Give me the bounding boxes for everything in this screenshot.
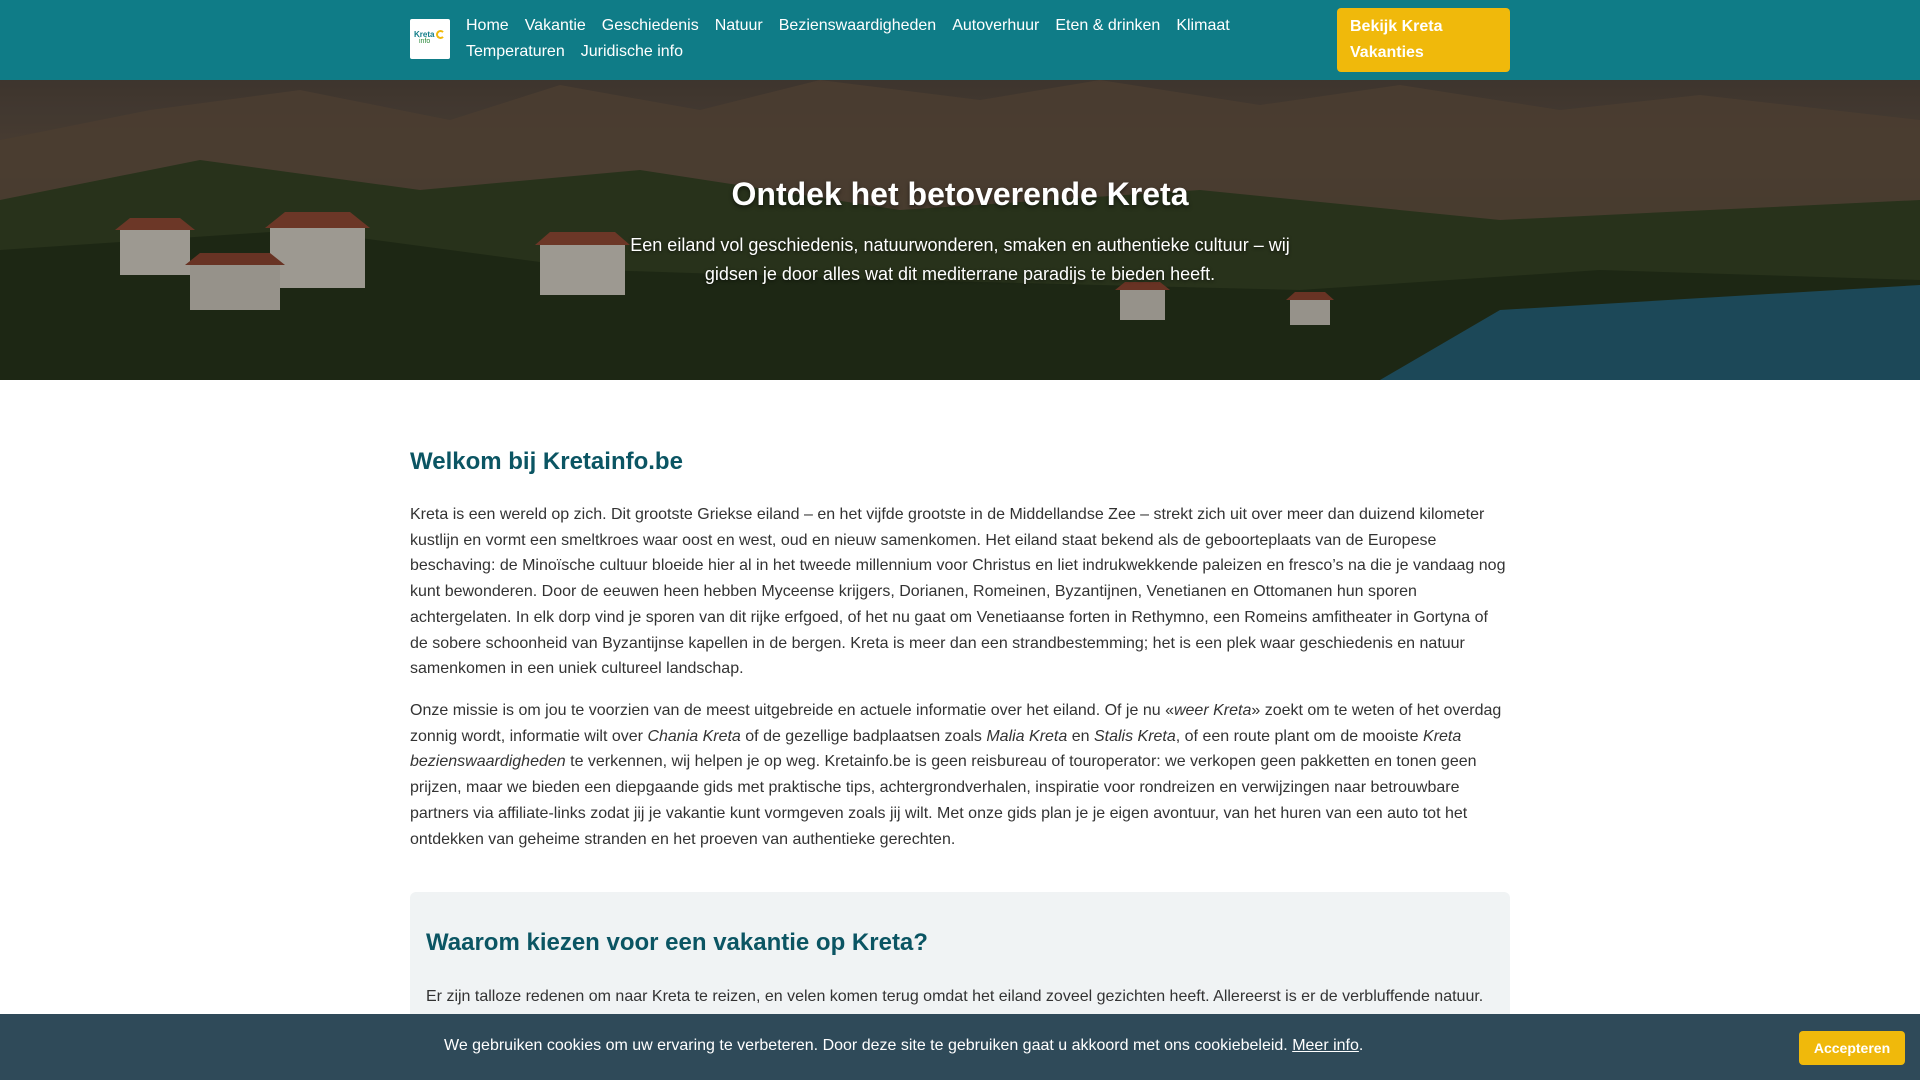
site-logo[interactable]	[410, 19, 450, 59]
mission-text-6: te verkennen, wij helpen je op weg. Kretainfo.be is geen reisbureau of touroperator: we verkopen geen pakketten en tonen geen prijzen, maar we bieden een diepgaande gids met praktische tips, achtergrondverhalen, inspiratie voor rondreizen en verwijzingen naar betrouwbare partners via affiliate-links zodat jij je vakantie kunt vormgeven zoals jij wilt. Met onze gids plan je je eigen avontuur, van het huren van een auto tot het ontdekken van geheime stranden en het proeven van authentieke gerechten.	[410, 753, 1477, 848]
mission-emphasis-3: Malia Kreta	[986, 727, 1068, 745]
welcome-heading: Welkom bij Kretainfo.be	[410, 448, 683, 475]
cookie-message	[444, 1037, 1363, 1055]
nav-item-natuur[interactable]: Natuur	[714, 17, 763, 34]
mission-text-3: of de gezellige badplaatsen zoals	[740, 727, 987, 745]
mission-paragraph	[410, 698, 1510, 852]
nav-item-eten-drinken[interactable]: Eten & drinken	[1055, 17, 1161, 34]
cookie-banner	[0, 1014, 1920, 1080]
nav-item-klimaat[interactable]: Klimaat	[1176, 17, 1230, 34]
nav-item-autoverhuur[interactable]: Autoverhuur	[952, 17, 1040, 34]
cookie-text: We gebruiken cookies om uw ervaring te verbeteren. Door deze site te gebruiken gaat u akkoord met ons cookiebeleid.	[444, 1037, 1293, 1054]
main-nav	[466, 13, 1266, 65]
nav-item-vakantie[interactable]: Vakantie	[524, 17, 586, 34]
sun-icon	[436, 30, 445, 39]
vacations-cta-button[interactable]: Bekijk Kreta Vakanties	[1337, 8, 1510, 72]
mission-emphasis-2: Chania Kreta	[647, 727, 741, 745]
mission-text-4: en	[1067, 727, 1094, 745]
cookie-text-end: .	[1358, 1037, 1364, 1054]
header-inner	[410, 0, 1510, 80]
mission-emphasis-5: Kreta bezienswaardigheden	[410, 727, 1462, 771]
logo-text-bottom: info	[419, 38, 431, 45]
nav-item-bezienswaardigheden[interactable]: Bezienswaardigheden	[778, 17, 937, 34]
hero-overlay	[0, 80, 1920, 380]
accept-cookies-button[interactable]: Accepteren	[1799, 1031, 1905, 1065]
mission-text-5: , of een route plant om de mooiste	[1175, 727, 1424, 745]
cookie-more-info-link[interactable]: Meer info	[1292, 1037, 1359, 1054]
logo-text-top: Kreta	[414, 30, 435, 39]
nav-item-geschiedenis[interactable]: Geschiedenis	[601, 17, 699, 34]
nav-item-juridische-info[interactable]: Juridische info	[580, 43, 683, 60]
why-crete-text: Er zijn talloze redenen om naar Kreta te reizen, en velen komen terug omdat het eiland zoveel gezichten heeft. Allereerst is er de verbluffende natuur.	[426, 988, 1484, 1005]
nav-item-temperaturen[interactable]: Temperaturen	[466, 43, 565, 60]
mission-emphasis-1: weer Kreta	[1173, 702, 1252, 719]
hero-banner	[0, 80, 1920, 380]
mission-text-2: » zoekt om te weten of het overdag zonnig wordt, informatie wilt over	[410, 702, 1502, 745]
hero-title: Ontdek het betoverende Kreta	[731, 176, 1189, 212]
site-header	[0, 0, 1920, 80]
hero-subtitle: Een eiland vol geschiedenis, natuurwonderen, smaken en authentieke cultuur – wij gidsen je door alles wat dit mediterrane paradijs te bieden heeft.	[630, 235, 1290, 284]
intro-paragraph: Kreta is een wereld op zich. Dit grootste Griekse eiland – en het vijfde grootste in de Middellandse Zee – strekt zich uit over meer dan duizend kilometer kustlijn en vormt een smeltkroes waar oost en west, oud en nieuw samenkomen. Het eiland staat bekend als de geboorteplaats van de Europese beschaving: de Minoïsche cultuur bloeide hier al in het tweede millennium voor Christus en liet indrukwekkende paleizen en fresco’s na die je vandaag nog kunt bewonderen. Door de eeuwen heen hebben Myceense krijgers, Dorianen, Romeinen, Byzantijnen, Venetianen en Ottomanen hun sporen achtergelaten. In elk dorp vind je sporen van dit rijke erfgoed, of het nu gaat om Venetiaanse forten in Rethymno, een Romeins amfitheater in Gortyna of de sobere schoonheid van Byzantijnse kapellen in de bergen. Kreta is meer dan een strandbestemming; het is een plek waar geschiedenis en natuur samenkomen in een uniek cultureel landschap.	[410, 506, 1506, 678]
nav-item-home[interactable]: Home	[466, 17, 509, 34]
mission-emphasis-4: Stalis Kreta	[1093, 727, 1176, 745]
why-crete-heading: Waarom kiezen voor een vakantie op Kreta?	[426, 929, 928, 956]
mission-text-1: Onze missie is om jou te voorzien van de meest uitgebreide en actuele informatie over het eiland. Of je nu «	[410, 702, 1174, 719]
